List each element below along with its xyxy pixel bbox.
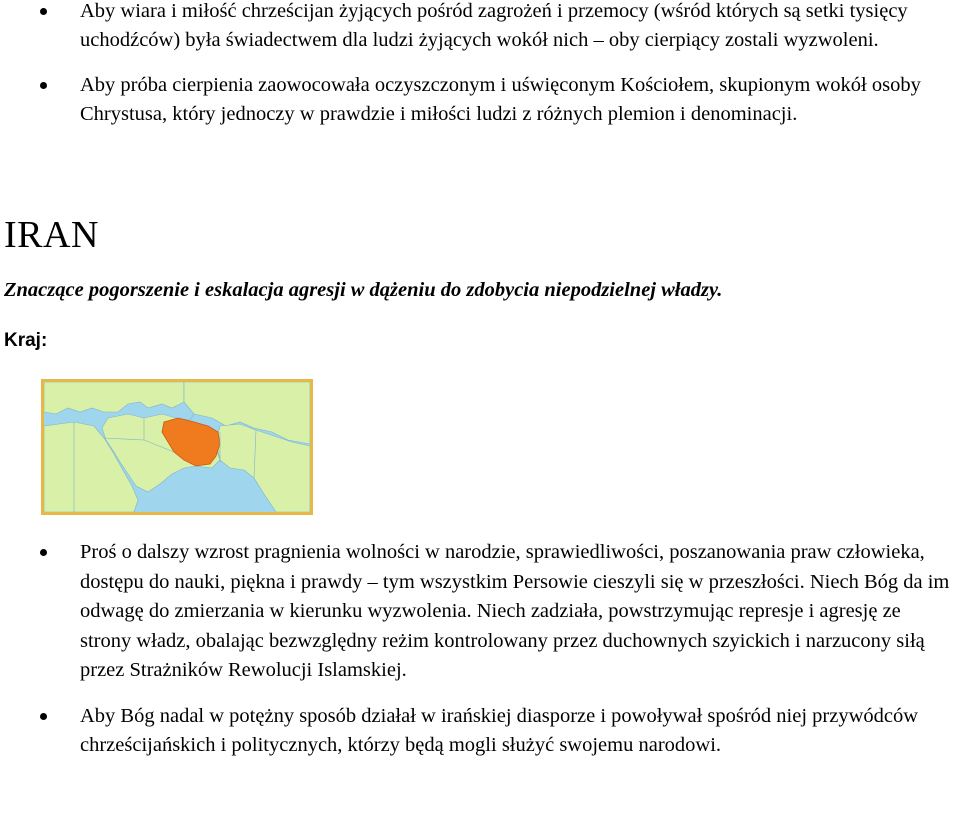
country-subtitle: Znaczące pogorszenie i eskalacja agresji w dążeniu do zdobycia niepodzielnej władzy. <box>4 279 723 301</box>
country-map <box>41 379 313 515</box>
list-item-text: Proś o dalszy wzrost pragnienia wolności w narodzie, sprawiedliwości, poszanowania praw człowieka, dostępu do nauki, piękna i prawdy – tym wszystkim Persowie cieszyli się w przeszłości. Niech Bóg da im odwagę do zmierzania w kierunku wyzwolenia. Niech zadziała, powstrzymując represje i agresję ze strony władz, obalając bezwzględny reżim kontrolowany przez duchownych szyickich i narzucony siłą przez Strażników Rewolucji Islamskiej. <box>80 541 950 681</box>
country-label: Kraj: <box>4 330 48 351</box>
prayer-list-top <box>0 0 960 129</box>
bullet-icon <box>40 549 47 556</box>
list-item-text: Aby próba cierpienia zaowocowała oczyszczonym i uświęconym Kościołem, skupionym wokół osoby Chrystusa, który jednoczy w prawdzie i miłości ludzi z różnych plemion i denominacji. <box>80 74 921 125</box>
list-item <box>0 538 960 686</box>
prayer-list-bottom <box>0 538 960 761</box>
country-heading: IRAN <box>4 214 99 256</box>
list-item <box>0 0 960 55</box>
iran-location-map-icon <box>44 382 310 512</box>
bullet-icon <box>40 8 47 15</box>
list-item-text: Aby wiara i miłość chrześcijan żyjących pośród zagrożeń i przemocy (wśród których są setki tysięcy uchodźców) była świadectwem dla ludzi żyjących wokół nich – oby cierpiący zostali wyzwoleni. <box>80 0 908 51</box>
list-item <box>0 71 960 129</box>
list-item-text: Aby Bóg nadal w potężny sposób działał w irańskiej diasporze i powoływał spośród niej przywódców chrześcijańskich i politycznych, którzy będą mogli służyć swojemu narodowi. <box>80 704 919 756</box>
bullet-icon <box>40 82 47 89</box>
list-item <box>0 702 960 761</box>
bullet-icon <box>40 713 47 720</box>
